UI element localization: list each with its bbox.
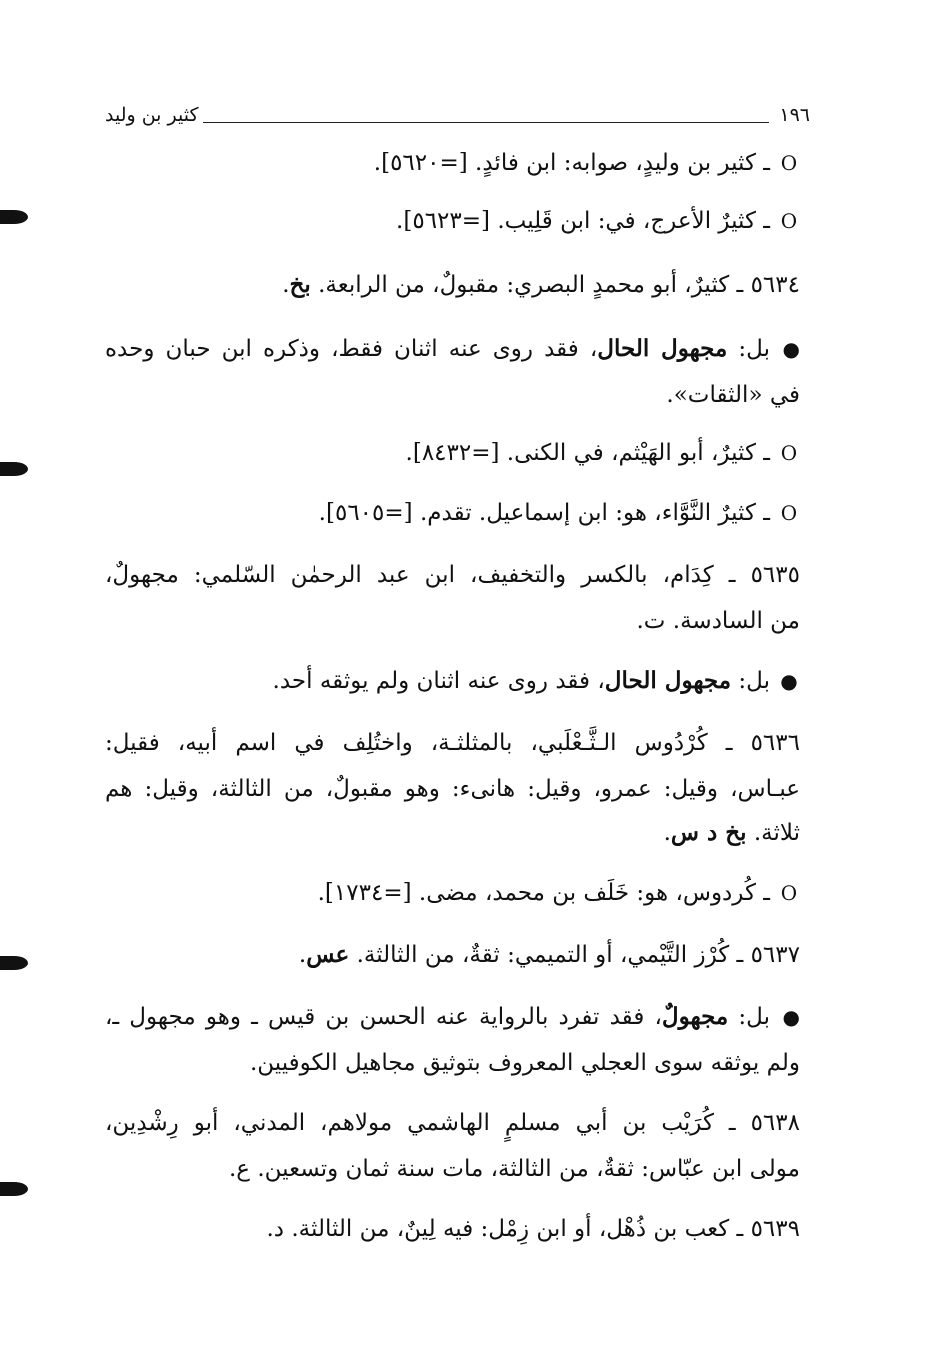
grading-term: مجهول الحال (604, 667, 732, 694)
cross-reference-line (105, 146, 800, 180)
solid-circle-icon: ● (782, 1005, 800, 1029)
solid-circle-icon: ● (780, 669, 798, 693)
comment-line-continuation (105, 1046, 800, 1080)
line-text: ـ كثيرٌ، أبو الهَيْثم، في الكنى. [=٨٤٣٢]. (405, 440, 770, 466)
hollow-circle-icon: O (780, 881, 798, 905)
scan-edge-mark (0, 1182, 28, 1196)
line-text: ولم يوثقه سوى العجلي المعروف بتوثيق مجاهيل الكوفيين. (249, 1050, 800, 1076)
hollow-circle-icon: O (780, 501, 798, 525)
page-header (105, 98, 810, 132)
comment-line (105, 1000, 800, 1034)
cross-reference-line (105, 496, 800, 530)
entry-line (105, 558, 800, 592)
grading-term: مجهول الحال (597, 335, 728, 362)
solid-circle-icon: ● (782, 337, 800, 361)
line-text: بل: (731, 668, 770, 694)
line-text: في «الثقات». (666, 382, 800, 408)
line-text: مولى ابن عبّاس: ثقةٌ، من الثالثة، مات سنة ثمان وتسعين. ع. (229, 1156, 800, 1182)
cross-reference-line (105, 876, 800, 910)
line-text: ، فقد روى عنه اثنان ولم يوثقه أحد. (272, 668, 605, 694)
entry-line-continuation (105, 604, 800, 638)
source-code: عس (306, 941, 350, 968)
entry-line (105, 268, 800, 302)
line-text: عبـاس، وقيل: عمرو، وقيل: هانىء: وهو مقبولٌ، من الثالثة، وقيل: هم (105, 776, 800, 802)
scan-edge-mark (0, 462, 28, 476)
line-text: بل: (728, 1004, 770, 1030)
entry-line (105, 1212, 800, 1246)
line-text: ـ كثيرٌ الأعرج، في: ابن قَلِيب. [=٥٦٢٣]. (396, 208, 770, 234)
scan-edge-mark (0, 956, 28, 970)
entry-line-continuation (105, 816, 800, 850)
line-text: . (298, 942, 307, 968)
cross-reference-line (105, 436, 800, 470)
hollow-circle-icon: O (780, 441, 798, 465)
line-text: ـ كثير بن وليدٍ، صوابه: ابن فائدٍ. [=٥٦٢٠]. (373, 150, 770, 176)
source-code: بخ (289, 271, 311, 298)
scan-edge-mark (0, 210, 28, 224)
comment-line-continuation (105, 378, 800, 412)
entry-line-continuation (105, 1152, 800, 1186)
line-text: ٥٦٣٧ ـ كُرْز التَّيْمي، أو التميمي: ثقةٌ، من الثالثة. (349, 942, 800, 968)
cross-reference-line (105, 204, 800, 238)
comment-line (105, 664, 800, 698)
line-text: ٥٦٣٤ ـ كثيرٌ، أبو محمدٍ البصري: مقبولٌ، من الرابعة. (310, 272, 800, 298)
entry-line (105, 726, 800, 760)
line-text: ثلاثة. (746, 820, 800, 846)
hollow-circle-icon: O (780, 209, 798, 233)
hollow-circle-icon: O (780, 151, 798, 175)
line-text: بل: (727, 336, 770, 362)
line-text: ٥٦٣٦ ـ كُرْدُوس الـثَّـعْلَبي، بالمثلثـة، واختُلِف في اسم أبيه، فقيل: (105, 730, 800, 756)
entry-line-continuation (105, 772, 800, 806)
entry-line (105, 938, 800, 972)
line-text: ٥٦٣٨ ـ كُرَيْب بن أبي مسلمٍ الهاشمي مولاهم، المدني، أبو رِشْدِين، (105, 1110, 800, 1136)
comment-line (105, 332, 800, 366)
line-text: ، فقد تفرد بالرواية عنه الحسن بن قيس ـ وهو مجهول ـ، (105, 1004, 662, 1030)
line-text: ـ كُردوس، هو: خَلَف بن محمد، مضى. [=١٧٣٤]. (317, 880, 770, 906)
entry-line (105, 1106, 800, 1140)
line-text: . (282, 272, 290, 298)
line-text: . (663, 820, 671, 846)
page-number: ١٩٦ (779, 104, 810, 126)
running-title: كثير بن وليد (105, 104, 199, 126)
line-text: ، فقد روى عنه اثنان فقط، وذكره ابن حبان وحده (105, 336, 598, 362)
header-rule (203, 122, 770, 123)
line-text: ٥٦٣٩ ـ كعب بن ذُهْل، أو ابن زِمْل: فيه لِينٌ، من الثالثة. د. (266, 1216, 800, 1242)
line-text: من السادسة. ت. (636, 608, 800, 634)
line-text: ـ كثيرٌ النَّوَّاء، هو: ابن إسماعيل. تقدم. [=٥٦٠٥]. (318, 500, 770, 526)
grading-term: مجهولٌ (661, 1003, 729, 1030)
source-code: بخ د س (670, 819, 747, 846)
line-text: ٥٦٣٥ ـ كِدَام، بالكسر والتخفيف، ابن عبد الرحمٰن السّلمي: مجهولٌ، (105, 562, 800, 588)
